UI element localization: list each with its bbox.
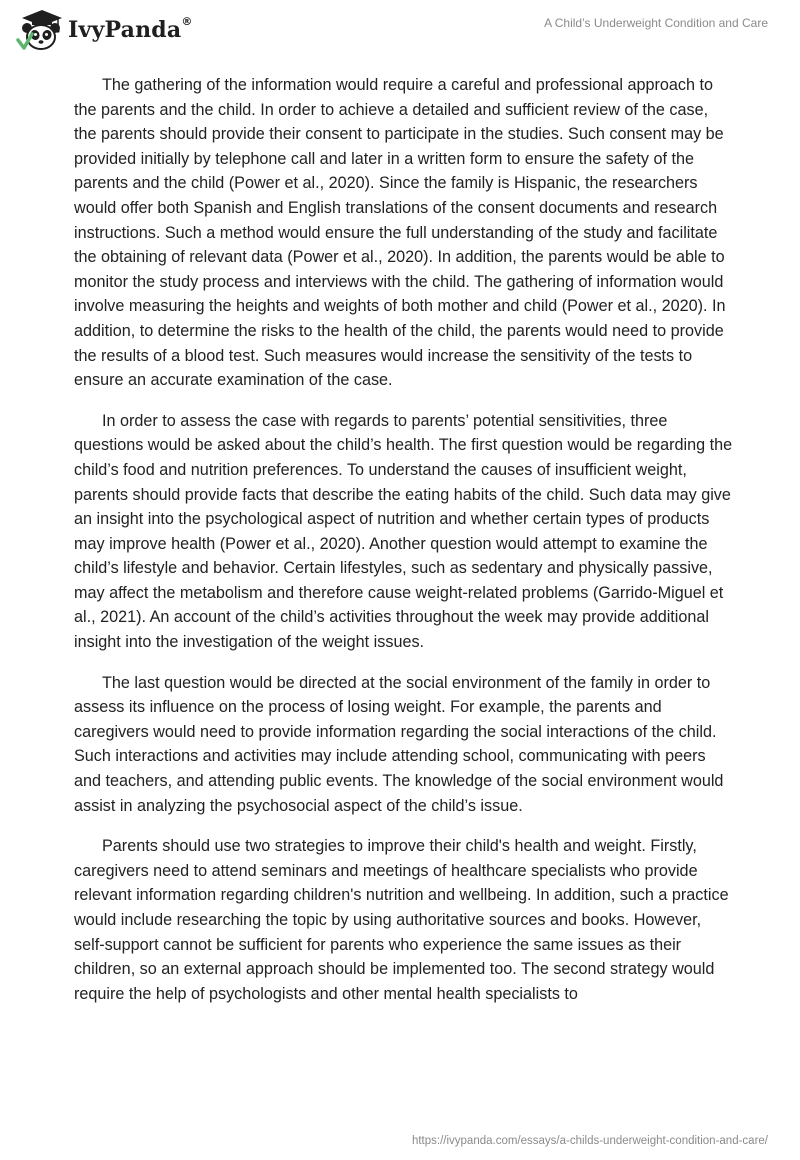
document-title: A Child’s Underweight Condition and Care [544, 16, 768, 30]
brand-name: IvyPanda® [68, 15, 193, 43]
paragraph-3: The last question would be directed at the social environment of the family in order to assess its influence on the process of losing weight. For example, the parents and caregivers would need to provide information regarding the social interactions of the child. Such interactions and activities may include attending school, communicating with peers and teachers, and attending public events. The knowledge of the social environment would assist in analyzing the psychosocial aspect of the child’s issue. [74, 673, 724, 815]
essay-body [74, 73, 734, 1022]
source-url[interactable]: https://ivypanda.com/essays/a-childs-underweight-condition-and-care/ [411, 1135, 768, 1147]
paragraph-1: The gathering of the information would require a careful and professional approach to the parents and the child. In order to achieve a detailed and sufficient review of the case, the parents should provide their consent to participate in the studies. Such consent may be provided initially by telephone call and later in a written form to ensure the safety of the parents and the child (Power et al., 2020). Since the family is Hispanic, the researchers would offer both Spanish and English translations of the consent documents and research instructions. Such a method would ensure the full understanding of the study and facilitate the obtaining of relevant data (Power et al., 2020). In addition, the parents would be able to monitor the study process and interviews with the child. The gathering of information would involve measuring the heights and weights of both mother and child (Power et al., 2020). In addition, to determine the risks to the health of the child, the parents would need to provide the results of a blood test. Such measures would increase the sensitivity of the tests to ensure an accurate examination of the case. [74, 76, 726, 390]
brand-logo[interactable] [14, 8, 193, 52]
panda-graduate-icon [14, 8, 62, 52]
page-header [0, 0, 800, 64]
paragraph-2: In order to assess the case with regards to parents’ potential sensitivities, three questions would be asked about the child’s health. The first question would be regarding the child’s food and nutrition preferences. To understand the causes of insufficient weight, parents should provide facts that describe the eating habits of the child. Such data may give an insight into the psychological aspect of nutrition and whether certain types of products may improve health (Power et al., 2020). Another question would attempt to examine the child’s lifestyle and behavior. Certain lifestyles, such as sedentary and physically passive, may affect the metabolism and therefore cause weight-related problems (Garrido-Miguel et al., 2021). An account of the child’s activities throughout the week may provide additional insight into the investigation of the weight issues. [74, 411, 733, 652]
paragraph-4: Parents should use two strategies to improve their child's health and weight. Firstly, caregivers need to attend seminars and meetings of healthcare specialists who provide relevant information regarding children's nutrition and wellbeing. In addition, such a practice would include researching the topic by using authoritative sources and books. However, self-support cannot be sufficient for parents who experience the same issues as their children, so an external approach should be implemented too. The second strategy would require the help of psychologists and other mental health specialists to [74, 837, 729, 1003]
